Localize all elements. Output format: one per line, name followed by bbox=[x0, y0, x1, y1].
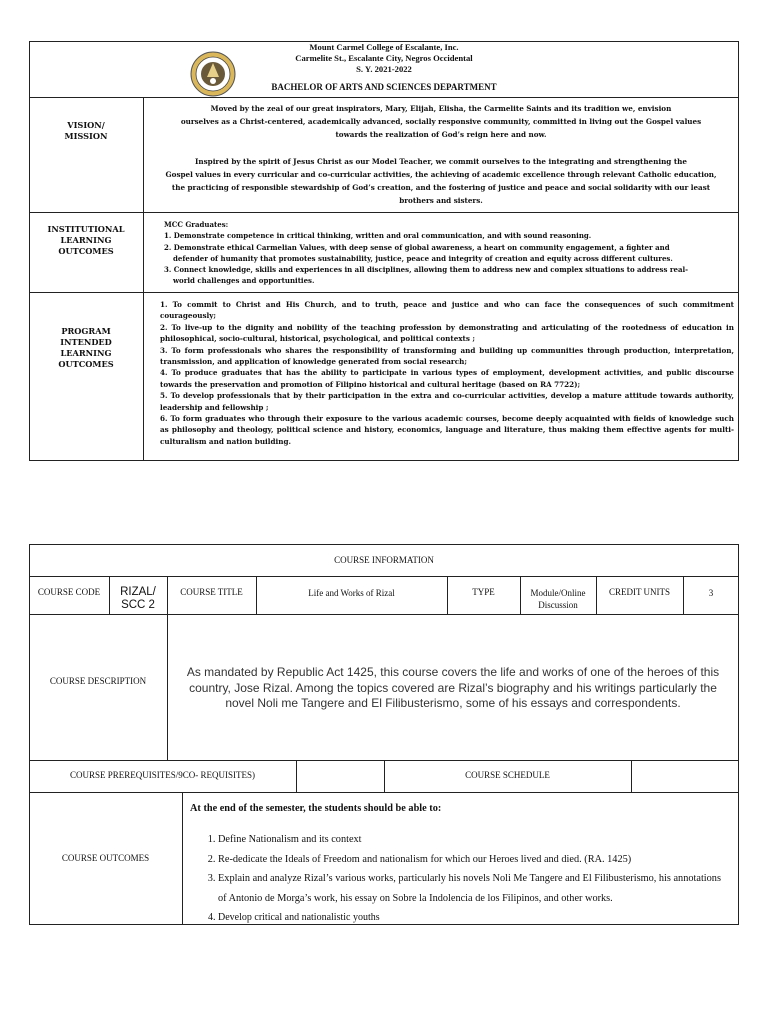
pilo-label: PROGRAM INTENDED LEARNING OUTCOMES bbox=[58, 326, 114, 369]
course-description-label: COURSE DESCRIPTION bbox=[49, 676, 147, 686]
course-outcomes-list bbox=[218, 830, 730, 928]
list-item: 3. To form professionals who shares the responsibility of transforming and building up communities through production, interpretation, transmission, and application of knowledge generated from social research; bbox=[160, 345, 734, 367]
divider bbox=[29, 792, 739, 793]
outcomes-intro: At the end of the semester, the students should be able to: bbox=[190, 803, 442, 814]
divider bbox=[296, 760, 297, 792]
list-item: 2. To live-up to the dignity and nobility of the teaching profession by demonstrating and articulating of the rootedness of education in philosophical, socio-cultural, historical, psychological, and political contexts ; bbox=[160, 322, 734, 344]
divider bbox=[29, 292, 739, 293]
course-code-value: RIZAL/ SCC 2 bbox=[120, 586, 156, 611]
list-item: 1. Define Nationalism and its context bbox=[218, 830, 730, 850]
course-description-text: As mandated by Republic Act 1425, this course covers the life and works of one of the heroes of this country, Jose Rizal. Among the topics covered are Rizal’s biography and his writings particularly the novel Noli me Tangere and El Filibusterismo, some of his essays and correspondents. bbox=[186, 665, 720, 710]
list-item: 4. Develop critical and nationalistic youths bbox=[218, 908, 730, 928]
list-item: 6. To form graduates who through their exposure to the various academic courses, become deeply acquainted with fields of knowledge such as philosophy and theology, political science and history, economics, language and literature, thus making them effective agents for multi-culturalism and nation building. bbox=[160, 414, 734, 446]
course-schedule-label: COURSE SCHEDULE bbox=[465, 770, 550, 780]
ilo-intro: MCC Graduates: bbox=[164, 220, 229, 229]
divider bbox=[29, 97, 739, 98]
list-item: 4. To produce graduates that has the ability to participate in various types of employment, development activities, and public discourse towards the preservation and promotion of Filipino historical and cultural heritage (based on RA 7722); bbox=[160, 368, 734, 389]
divider bbox=[631, 760, 632, 792]
course-outcomes-label: COURSE OUTCOMES bbox=[61, 853, 150, 863]
list-item: 1. To commit to Christ and His Church, and to truth, peace and justice and who can face the consequences of such commitment courageously; bbox=[160, 300, 734, 321]
vision-mission-label: VISION/ MISSION bbox=[64, 120, 108, 141]
course-code-label: COURSE CODE bbox=[37, 587, 101, 597]
ilo-label: INSTITUTIONAL LEARNING OUTCOMES bbox=[47, 224, 125, 256]
mission-text: Inspired by the spirit of Jesus Christ as our Model Teacher, we commit ourselves to the integrating and strengthening the Gospel values in every curricular and co-curricular activities, the achieving of academic excellence through relevant Catholic education, the practicing of responsible stewardship of God’s creation, and the fostering of justice and peace and social solidarity with our least brothers and sisters. bbox=[165, 157, 717, 205]
college-name: Mount Carmel College of Escalante, Inc. bbox=[309, 42, 459, 52]
divider bbox=[167, 614, 168, 760]
list-item: 5. To develop professionals that by their participation in the extra and co-curricular activities, develop a mature attitude towards authority, leadership and fellowship ; bbox=[160, 391, 734, 412]
divider bbox=[29, 212, 739, 213]
type-label: TYPE bbox=[472, 587, 495, 597]
course-title-label: COURSE TITLE bbox=[180, 587, 243, 597]
credit-units-label: CREDIT UNITS bbox=[608, 587, 671, 597]
divider bbox=[29, 576, 739, 577]
list-item: 3. Explain and analyze Rizal’s various works, particularly his novels Noli Me Tangere and El Filibusterismo, his annotations of Antonio de Morga’s work, his essay on Sobre la Indolencia de los Filipinos, and other works. bbox=[218, 869, 730, 908]
ilo-text: MCC Graduates: 1. Demonstrate competence in critical thinking, written and oral communication, and with sound reasoning. 2. Demonstrate ethical Carmelian Values, with deep sense of global awareness, a heart on community engagement, a fighter and defender of humanity that promotes sustainability, justice, peace and integrity of creation and equity across different cultures. 3. Connect knowledge, skills and experiences in all disciplines, allowing them to address new and complex situations to address real- world challenges and opportunities. bbox=[164, 219, 736, 287]
type-value: Module/Online Discussion bbox=[530, 588, 586, 610]
college-address: Carmelite St., Escalante City, Negros Occidental bbox=[295, 53, 473, 63]
list-item: 2. Re-dedicate the Ideals of Freedom and nationalism for which our Heroes lived and died. (RA. 1425) bbox=[218, 850, 730, 870]
credit-units-value: 3 bbox=[708, 588, 714, 598]
pilo-list bbox=[160, 299, 734, 447]
divider bbox=[29, 614, 739, 615]
divider bbox=[182, 792, 183, 925]
department-name: BACHELOR OF ARTS AND SCIENCES DEPARTMENT bbox=[271, 82, 497, 92]
course-title-value: Life and Works of Rizal bbox=[308, 588, 395, 598]
prerequisites-label: COURSE PREREQUISITES/9CO- REQUISITES) bbox=[69, 770, 255, 780]
course-info-title: COURSE INFORMATION bbox=[334, 555, 434, 565]
school-year: S. Y. 2021-2022 bbox=[356, 64, 412, 74]
vision-text: Moved by the zeal of our great inspirators, Mary, Elijah, Elisha, the Carmelite Saints and its tradition we, envision ourselves as a Christ-centered, academically advanced, socially responsive community, committed in living out the Gospel values towards the realization of God’s reign here and now. bbox=[180, 104, 702, 139]
divider bbox=[143, 97, 144, 461]
